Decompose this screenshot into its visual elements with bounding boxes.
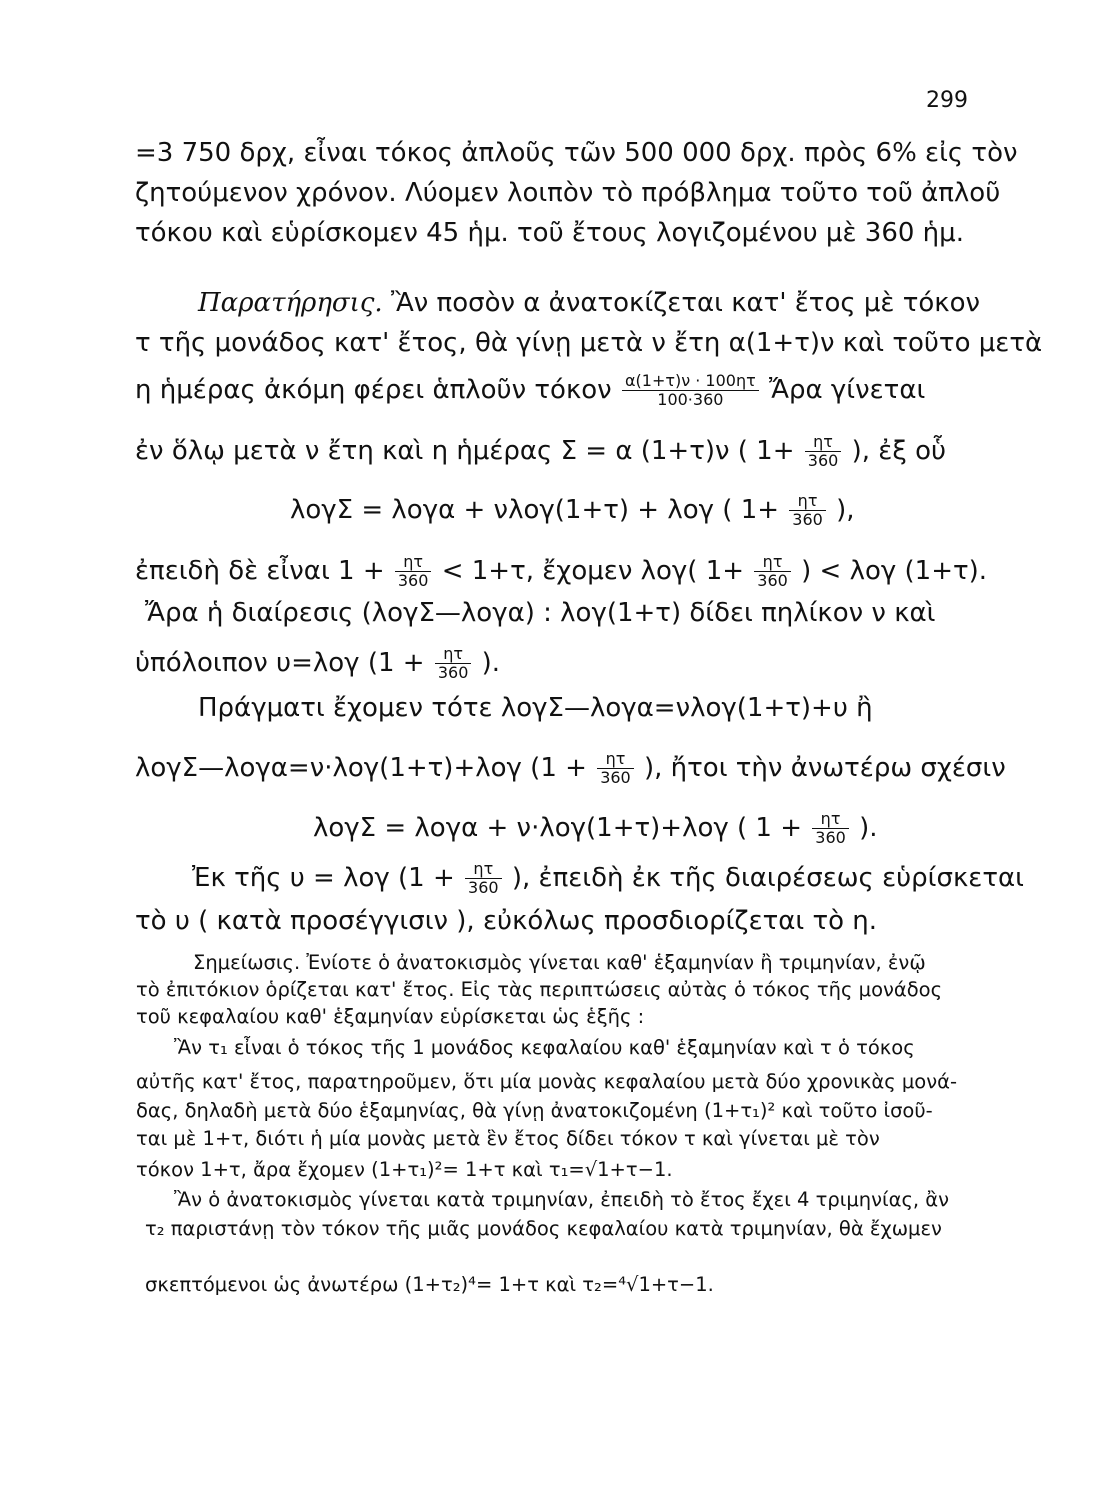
remark-line-3 — [135, 372, 925, 409]
fraction-numerator: ητ — [465, 860, 502, 879]
note-line: Ἂν ὁ ἀνατοκισμὸς γίνεται κατὰ τριμηνίαν, ἐπειδὴ τὸ ἔτος ἔχει 4 τριμηνίας, ἂν — [174, 1188, 950, 1211]
fraction-numerator: ητ — [597, 750, 634, 769]
text-span: < 1+τ, ἔχομεν λογ( 1+ — [441, 556, 745, 586]
fraction-denominator: 360 — [807, 451, 839, 470]
text-span: ), ἤτοι τὴν ἀνωτέρω σχέσιν — [644, 753, 1006, 783]
text-span: ἐν ὅλῳ μετὰ ν ἔτη καὶ η ἡμέρας Σ = α (1+τ)ν ( 1+ — [135, 436, 795, 466]
eta-tau-fraction — [754, 553, 791, 590]
eta-tau-fraction — [805, 433, 842, 470]
text-span: Ἄρα γίνεται — [769, 375, 926, 405]
remark-line-11 — [313, 810, 878, 847]
interest-fraction — [622, 372, 759, 409]
note-line: σκεπτόμενοι ὡς ἀνωτέρω (1+τ₂)⁴= 1+τ καὶ τ₂=⁴√1+τ−1. — [145, 1273, 714, 1296]
text-span: λογΣ—λογα=ν·λογ(1+τ)+λογ (1 + — [135, 753, 587, 783]
remark-line-4 — [135, 433, 946, 470]
fraction-denominator: 360 — [815, 828, 846, 847]
remark-line-5 — [290, 492, 855, 529]
note-line: τόκον 1+τ, ἄρα ἔχομεν (1+τ₁)²= 1+τ καὶ τ₁=√1+τ−1. — [136, 1158, 673, 1181]
text-line: =3 750 δρχ, εἶναι τόκος ἀπλοῦς τῶν 500 000 δρχ. πρὸς 6% εἰς τὸν — [135, 138, 1018, 168]
fraction-numerator: ητ — [754, 553, 791, 572]
fraction-numerator: ητ — [395, 553, 432, 572]
fraction-denominator: 360 — [468, 878, 499, 897]
text-span: Ἂν ποσὸν α ἀνατοκίζεται κατ' ἔτος μὲ τόκον — [390, 288, 981, 318]
fraction-numerator: ητ — [812, 810, 849, 829]
text-span: ) < λογ (1+τ). — [801, 556, 988, 586]
fraction-denominator: 360 — [792, 510, 823, 529]
eta-tau-fraction — [812, 810, 849, 847]
eta-tau-fraction — [435, 645, 472, 682]
note-line: Ἂν τ₁ εἶναι ὁ τόκος τῆς 1 μονάδος κεφαλαίου καθ' ἑξαμηνίαν καὶ τ ὁ τόκος — [174, 1036, 915, 1059]
fraction-denominator: 360 — [757, 571, 788, 590]
remark-line-1 — [198, 287, 980, 319]
fraction-denominator: 360 — [600, 768, 631, 787]
note-line: αὐτῆς κατ' ἔτος, παρατηροῦμεν, ὅτι μία μονὰς κεφαλαίου μετὰ δύο χρονικὰς μονά- — [136, 1070, 957, 1093]
note-line: ται μὲ 1+τ, διότι ἡ μία μονὰς μετὰ ἓν ἔτος δίδει τόκον τ καὶ γίνεται μὲ τὸν — [136, 1127, 880, 1150]
fraction-denominator: 360 — [437, 663, 469, 682]
fraction-numerator: ητ — [789, 492, 826, 511]
eta-tau-fraction — [597, 750, 634, 787]
text-span: ). — [859, 813, 878, 843]
text-span: ), — [836, 495, 855, 525]
note-line: τὸ ἐπιτόκιον ὁρίζεται κατ' ἔτος. Εἰς τὰς περιπτώσεις αὐτὰς ὁ τόκος τῆς μονάδος — [136, 978, 943, 1001]
text-span: ), ἐπειδὴ ἐκ τῆς διαιρέσεως εὑρίσκεται — [511, 863, 1024, 893]
text-line: ζητούμενον χρόνον. Λύομεν λοιπὸν τὸ πρόβλημα τοῦτο τοῦ ἀπλοῦ — [135, 178, 1001, 208]
fraction-numerator: ητ — [805, 433, 842, 452]
fraction-denominator: 360 — [397, 571, 429, 590]
remark-line-8 — [135, 645, 500, 682]
remark-line-2: τ τῆς μονάδος κατ' ἔτος, θὰ γίνῃ μετὰ ν ἔτη α(1+τ)ν καὶ τοῦτο μετὰ — [135, 328, 1043, 358]
remark-line-13: τὸ υ ( κατὰ προσέγγισιν ), εὐκόλως προσδιορίζεται τὸ η. — [135, 906, 878, 936]
text-span: ἐπειδὴ δὲ εἶναι 1 + — [135, 556, 385, 586]
text-line: τόκου καὶ εὑρίσκομεν 45 ἡμ. τοῦ ἔτους λογιζομένου μὲ 360 ἡμ. — [135, 218, 964, 248]
note-line: δας, δηλαδὴ μετὰ δύο ἑξαμηνίας, θὰ γίνῃ ἀνατοκιζομένη (1+τ₁)² καὶ τοῦτο ἰσοῦ- — [136, 1099, 933, 1122]
eta-tau-fraction — [395, 553, 432, 590]
eta-tau-fraction — [789, 492, 826, 529]
text-span: λογΣ = λογα + ν·λογ(1+τ)+λογ ( 1 + — [313, 813, 803, 843]
eta-tau-fraction — [465, 860, 502, 897]
page-number: 299 — [926, 88, 968, 113]
text-span: ὑπόλοιπον υ=λογ (1 + — [135, 648, 425, 678]
fraction-denominator: 100·360 — [657, 390, 724, 409]
remark-heading: Παρατήρησις. — [198, 288, 383, 318]
remark-line-6 — [135, 553, 987, 590]
fraction-numerator: ητ — [435, 645, 472, 664]
note-line: τοῦ κεφαλαίου καθ' ἑξαμηνίαν εὑρίσκεται ὡς ἑξῆς : — [136, 1005, 645, 1028]
remark-line-7: Ἄρα ἡ διαίρεσις (λογΣ—λογα) : λογ(1+τ) δίδει πηλίκον ν καὶ — [145, 598, 936, 628]
note-line: Σημείωσις. Ἐνίοτε ὁ ἀνατοκισμὸς γίνεται καθ' ἑξαμηνίαν ἢ τριμηνίαν, ἐνῷ — [193, 951, 926, 974]
note-line: τ₂ παριστάνῃ τὸν τόκον τῆς μιᾶς μονάδος κεφαλαίου κατὰ τριμηνίαν, θὰ ἔχωμεν — [145, 1217, 942, 1240]
remark-line-12 — [192, 860, 1024, 897]
text-span: ). — [481, 648, 501, 678]
text-span: Ἐκ τῆς υ = λογ (1 + — [192, 863, 455, 893]
text-span: λογΣ = λογα + νλογ(1+τ) + λογ ( 1+ — [290, 495, 780, 525]
remark-line-10 — [135, 750, 1006, 787]
remark-line-9: Πράγματι ἔχομεν τότε λογΣ—λογα=νλογ(1+τ)+υ ἢ — [198, 693, 873, 723]
text-span: ), ἐξ οὗ — [851, 436, 947, 466]
fraction-numerator: α(1+τ)ν · 100ητ — [622, 372, 759, 391]
text-span: η ἡμέρας ἀκόμη φέρει ἁπλοῦν τόκον — [135, 375, 612, 405]
